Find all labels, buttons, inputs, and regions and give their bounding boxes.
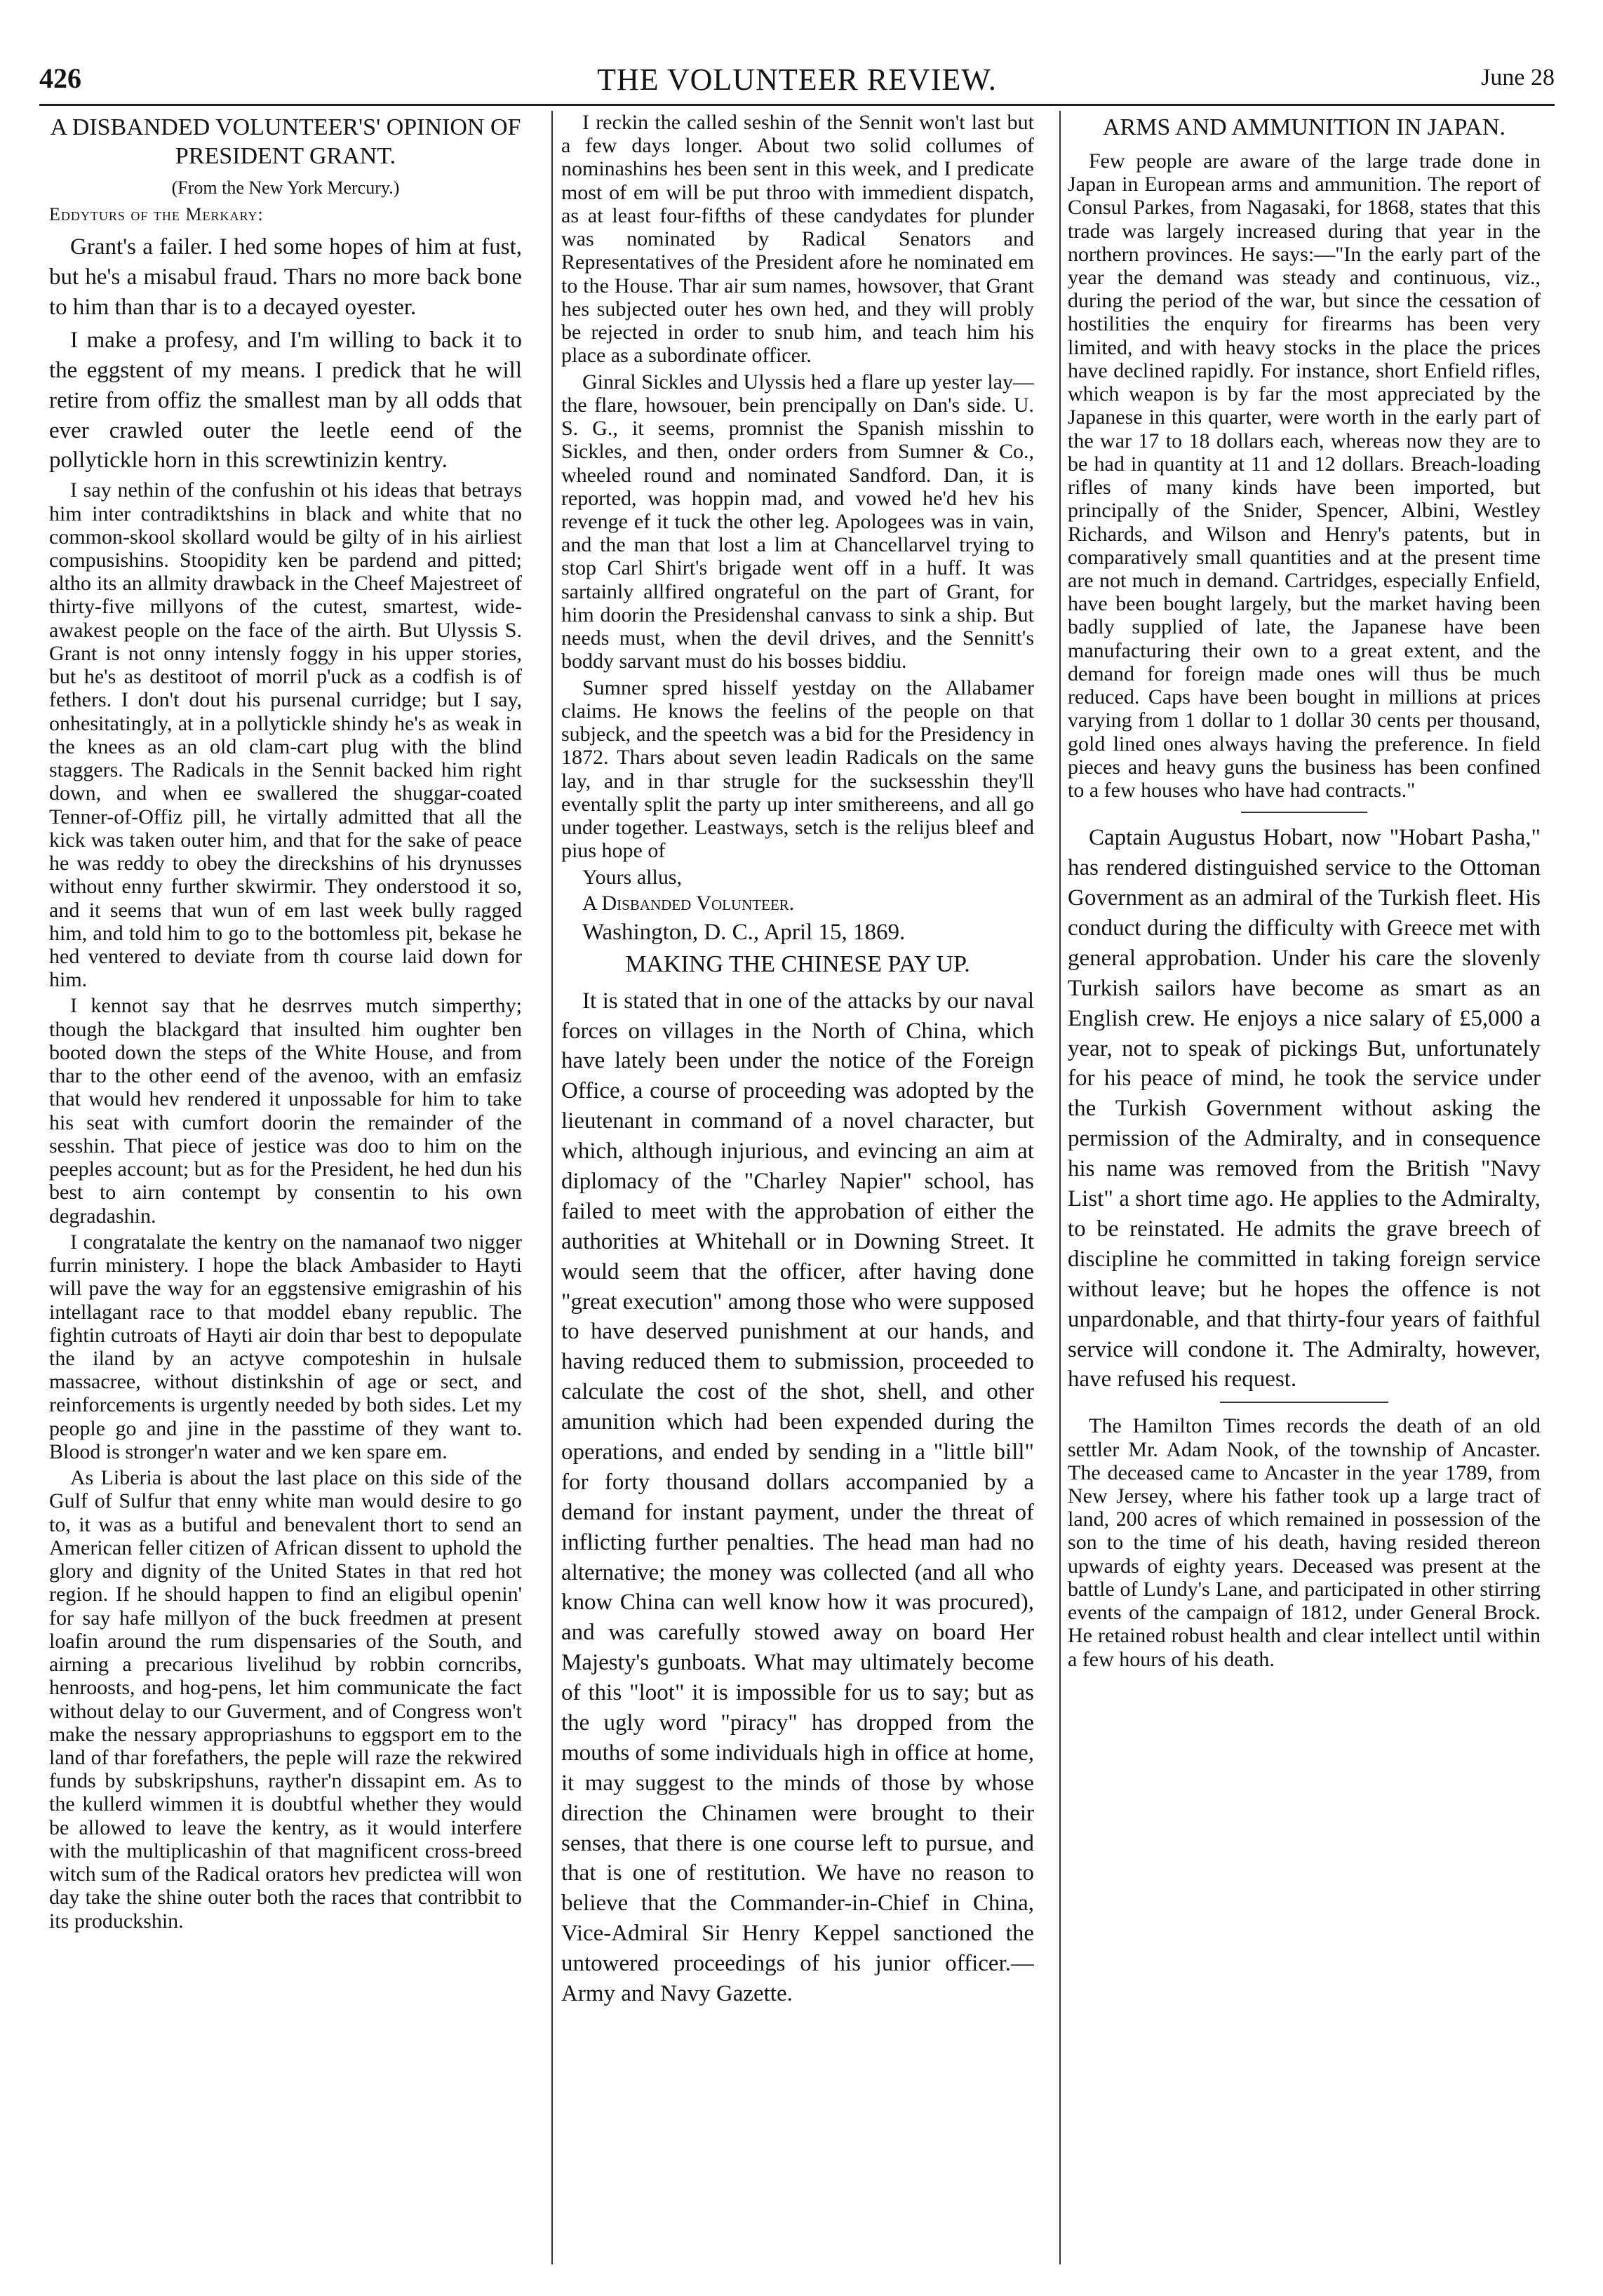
section-separator [1241, 812, 1367, 813]
paragraph: I make a profesy, and I'm willing to back it to the eggstent of my means. I predick that he will retire from offiz the smallest man by all odds that ever crawled outer the leetle eend of the pollytickle horn in this screwtinizin kentry. [49, 327, 522, 474]
paragraph: I say nethin of the confushin ot his ideas that betrays him inter contradiktshins in black and white that no common-skool skollard would be gilty of in his airliest compusishins. Stoopidity ken be pardend and pitted; altho its an allmity drawback in the Cheef Majestreet of thirty-five millyons of the cutest, smartest, wide-awakest people on the face of the airth. But Ulyssis S. Grant is not onny intensly foggy in his upper stories, but he's as destitoot of morril p'uck as a codfish is of fethers. I don't dout his pursenal curridge; but I say, onhesitatingly, at in a pollytickle shindy he's as weak in the knees as an old clam-cart plug with the blind staggers. The Radicals in the Sennit backed him right down, and when ee swallered the shuggar-coated Tenner-of-Offiz pill, he virtally admitted that all the kick was taken outer him, and that for the sake of peace he was reddy to obey the direckshins of his drynusses without enny further skwirmir. They onderstood it so, and it seems that wun of em last week bully ragged him, and told him to go to the bottomless pit, bekase he hed ventered to deviate from th course laid down for him. [49, 478, 522, 992]
paragraph: I reckin the called seshin of the Sennit won't last but a few days longer. About two solid collumes of nominashins hes been sent in this week, and I predicate most of em will be put throo with immedient dispatch, as at least four-fifths of these candydates for plunder was nominated by Radical Senators and Representatives of the President afore he nominated em to the House. Thar air sum names, howsover, that Grant hes subjected outer hes own hed, and they will probly be rejected in order to snub him, and teach him his place as a subordinate officer. [561, 111, 1034, 368]
signature: A Disbanded Volunteer. [582, 891, 795, 915]
article-headline: A DISBANDED VOLUNTEER'S' OPINION OF PRESIDENT GRANT. [50, 114, 521, 169]
paragraph: I kennot say that he desrrves mutch simperthy; though the blackgard that insulted him oughter ben booted down the steps of the White House, and from thar to the other eend of the avenoo, with an emfasiz that would hev rendered it unpossable for him to take his seat with cumfort doorin the remainder of the sesshin. That piece of jestice was doo to him on the peeples account; but as for the President, he hed dun his best to airn contempt by consentin to his own degradashin. [49, 994, 522, 1228]
column-divider [1059, 111, 1061, 2264]
paragraph: Grant's a failer. I hed some hopes of him at fust, but he's a misabul fraud. Thars no more back bone to him than thar is to a decayed oyester. [49, 234, 522, 320]
paragraph: Ginral Sickles and Ulyssis hed a flare up yester lay—the flare, howsouer, bein prencipally on Dan's side. U. S. G., it seems, promnist the Spanish misshin to Sickles, and then, onder orders from Sumner & Co., wheeled round and nominated Sandford. Dan, it is reported, was hoppin mad, and vowed he'd hev his revenge ef it tuck the other leg. Apologees was in vain, and the man that lost a lim at Chancellarvel trying to stop Carl Shirt's brigade went off in a huff. It was sartainly allfired ongrateful on the part of Grant, for him doorin the Presidenshal canvass to sink a ship. But needs must, when the devil drives, and the Sennitt's boddy sarvant must do his bosses biddiu. [561, 370, 1034, 673]
article-headline: ARMS AND AMMUNITION IN JAPAN. [1103, 114, 1505, 140]
paragraph: I congratalate the kentry on the namanaof two nigger furrin ministery. I hope the black Ambasider to Hayti will pave the way for an eggstensive emigrashin of his intellagant race to that moddel ebany republic. The fightin cutroats of Hayti air doin thar best to depopulate the iland by an actyve compoteshin in hulsale massacree, without distinkshin of age or sect, and reinforcements is urgently needed by both sides. Let my people go and jine in the passtime of they want to. Blood is stronger'n water and we ken spare em. [49, 1230, 522, 1463]
column-1 [49, 111, 522, 2257]
publication-title: THE VOLUNTEER REVIEW. [597, 62, 997, 97]
salutation: Eddyturs of the Merkary: [49, 204, 264, 225]
column-2 [561, 111, 1034, 2257]
column-divider [551, 111, 553, 2264]
paragraph: It is stated that in one of the attacks by our naval forces on villages in the North of China, which have lately been under the notice of the Foreign Office, a course of proceeding was adopted by the lieutenant in command of a novel character, but which, although injurious, and evincing an aim at diplomacy of the "Charley Napier" school, has failed to meet with the approbation of either the authorities at Whitehall or in Downing Street. It would seem that the officer, after having done "great execution" among those who were supposed to have deserved punishment at our hands, and having reduced them to submission, proceeded to calculate the cost of the shot, shell, and other amunition which had been expended during the operations, and ended by sending in a "little bill" for forty thousand dollars accompanied by a demand for instant payment, under the threat of inflicting further penalties. The head man had no alternative; the money was collected (and all who know China can well know how it was procured), and was carefully stowed away on board Her Majesty's gunboats. What may ultimately become of this "loot" it is impossible for us to say; but as the ugly word "piracy" has dropped from the mouths of some individuals high in office at home, it may suggest to the minds of those by whose direction the Chinamen were brought to their senses, that there is one course left to pursue, and that is one of restitution. We have no reason to believe that the Commander-in-Chief in China, Vice-Admiral Sir Henry Keppel sanctioned the untowered proceedings of his junior officer.—Army and Navy Gazette. [561, 988, 1034, 2007]
paragraph: Few people are aware of the large trade done in Japan in European arms and ammunition. The report of Consul Parkes, from Nagasaki, for 1868, states that this trade was largely increased during that year in the northern provinces. He says:—"In the early part of the year the demand was steady and continuous, viz., during the period of the war, but since the cessation of hostilities the enquiry for firearms has been very limited, and with heavy stocks in the place the prices have declined rapidly. For instance, short Enfield rifles, which weapon is by far the most appreciated by the Japanese in this quarter, were worth in the early part of the war 17 to 18 dollars each, whereas now they are to be had in quantity at 11 and 12 dollars. Breach-loading rifles of many kinds have been imported, but principally of the Snider, Spencer, Albini, Westley Richards, and Wilson and Henry's patents, but in comparatively small quantities and at the present time are not much in demand. Cartridges, especially Enfield, have been bought largely, but the market having been badly supplied of late, the Japanese have been manufacturing their own to a great extent, and the demand for foreign made ones will thus be much reduced. Caps have been bought in millions at prices varying from 1 dollar to 1 dollar 30 cents per thousand, gold lined ones always having the preference. In field pieces and heavy guns the business has been confined to a few houses who have had contracts." [1068, 149, 1541, 803]
column-3 [1068, 111, 1541, 2257]
article-source: (From the New York Mercury.) [171, 177, 400, 198]
section-separator [1220, 1402, 1388, 1403]
dateline: Washington, D. C., April 15, 1869. [582, 919, 906, 945]
article-headline: MAKING THE CHINESE PAY UP. [625, 951, 970, 977]
issue-date: June 28 [1481, 65, 1555, 90]
page-number: 426 [39, 62, 81, 94]
paragraph: As Liberia is about the last place on this side of the Gulf of Sulfur that enny white man would desire to go to, it was as a butiful and benevalent thort to send an American feller citizen of African dissent to uphold the glory and dignity of the United States in that red hot region. If he should happen to find an eligibul openin' for say hafe millyon of the buck freedmen at present loafin around the rum dispensaries of the South, and airning a precarious livelihud by robbin corncribs, henroosts, and hog-pens, let him communicate the fact without delay to our Guverment, and of Congress won't make the nessary appropriashuns to eggsport em to the land of thar forefathers, the peple will raze the rekwired funds by subskripshuns, rayther'n dissapint em. As to the kullerd wimmen it is doubtful whether they would be allowed to leave the kentry, as it would interfere with the multiplicashin of that magnificent cross-breed witch sum of the Radical orators hev predictea will won day take the shine outer both the races that contribbit to its produckshin. [49, 1466, 522, 1933]
paragraph: Captain Augustus Hobart, now "Hobart Pasha," has rendered distinguished service to the Ottoman Government as an admiral of the Turkish fleet. His conduct during the difficulty with Greece met with general approbation. Under his care the slovenly Turkish sailors have become as smart as an English crew. He enjoys a nice salary of £5,000 a year, not to speak of pickings But, unfortunately for his peace of mind, he took the service under the Turkish Government without asking the permission of the Admiralty, and in consequence his name was removed from the British "Navy List" a short time ago. He applies to the Admiralty, to be reinstated. He admits the grave breech of discipline he committed in taking foreign service without leave; but he hopes the offence is not unpardonable, and that thirty-four years of faithful service will condone it. The Admiralty, however, have refused his request. [1068, 825, 1541, 1392]
header-rule [39, 104, 1555, 106]
paragraph: The Hamilton Times records the death of an old settler Mr. Adam Nook, of the township of Ancaster. The deceased came to Ancaster in the year 1789, from New Jersey, where his father took up a large tract of land, 200 acres of which remained in possession of the son to the time of his death, having resided thereon upwards of eighty years. Deceased was present at the battle of Lundy's Lane, and participated in other stirring events of the campaign of 1812, under General Brock. He retained robust health and clear intellect until within a few hours of his death. [1068, 1414, 1541, 1671]
closing: Yours allus, [582, 865, 682, 889]
paragraph: Sumner spred hisself yestday on the Allabamer claims. He knows the feelins of the people on that subjeck, and the speetch was a bid for the Presidency in 1872. Thars about seven leadin Radicals on the same lay, and in thar strugle for the sucksesshin they'll eventally split the party up inter smithereens, and all go under together. Leastways, setch is the relijus bleef and pius hope of [561, 676, 1034, 863]
page-header [39, 62, 1555, 102]
